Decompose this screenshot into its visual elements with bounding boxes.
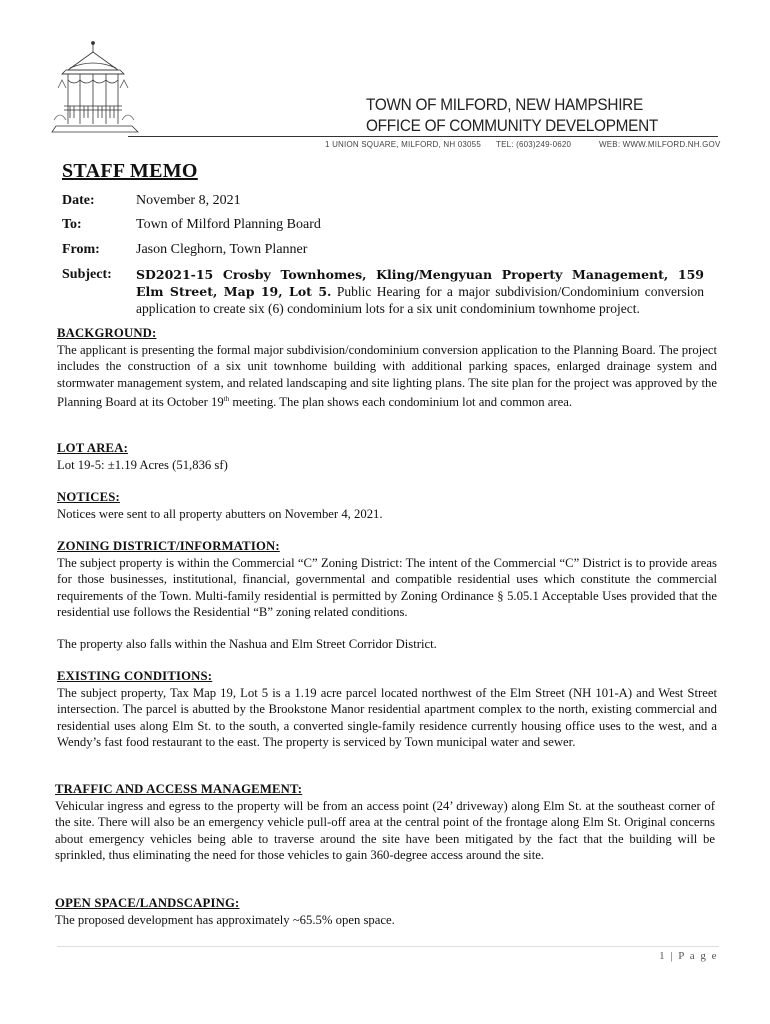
- section-body-secondary: The property also falls within the Nashua and Elm Street Corridor District.: [57, 636, 437, 651]
- gazebo-logo-icon: [48, 40, 148, 140]
- subject-description: Public Hearing for a major subdivision/Condominium conversion application to create six (6) condominium lots for a six unit condominium townhome project.: [136, 284, 704, 316]
- office-address: 1 UNION SQUARE, MILFORD, NH 03055: [325, 140, 481, 149]
- section-body: The subject property is within the Commercial “C” Zoning District: The intent of the Commercial “C” District is to provide areas for those businesses, institutional, financial, governmental and compatible residential uses which constitute the commercial requirements of the Town. Multi-family residential is permitted by Zoning Ordinance § 5.05.1 Acceptable Uses provided that the residential use follows the Residential “B” zoning related conditions.: [57, 555, 717, 620]
- footer-divider: [57, 946, 719, 947]
- section-body: Notices were sent to all property abutters on November 4, 2021.: [57, 506, 383, 521]
- section-notices: [57, 489, 717, 522]
- to-label: To:: [62, 217, 82, 232]
- date-label: Date:: [62, 193, 95, 208]
- background-text-part1: The applicant is presenting the formal major subdivision/condominium conversion application to the Planning Board. The project includes the construction of a six unit townhome building with additional parking spaces, enlarged drainage system and stormwater management system, and related landscaping and site lighting plans. The site plan for the project was approved by the Planning Board at its October 19: [57, 342, 717, 410]
- section-traffic: [55, 781, 715, 864]
- section-title: ZONING DISTRICT/INFORMATION:: [57, 539, 280, 553]
- section-open-space: [55, 895, 715, 928]
- page-number: 1 | P a g e: [659, 950, 718, 962]
- section-lot-area: [57, 440, 717, 473]
- background-text-part2: meeting. The plan shows each condominium lot and common area.: [229, 395, 573, 410]
- header-divider: [128, 136, 718, 137]
- office-website: WEB: WWW.MILFORD.NH.GOV: [599, 140, 721, 149]
- section-body: Lot 19-5: ±1.19 Acres (51,836 sf): [57, 457, 228, 472]
- town-name: TOWN OF MILFORD, NEW HAMPSHIRE: [366, 96, 643, 114]
- section-body: The subject property, Tax Map 19, Lot 5 is a 1.19 acre parcel located northwest of the Elm Street (NH 101-A) and West Street intersection. The parcel is abutted by the Brookstone Manor residential apartment complex to the north, existing commercial and residential uses along Elm St. to the south, a converted single-family residence currently housing office uses to the west, and a Wendy’s fast food restaurant to the east. The property is serviced by Town municipal water and sewer.: [57, 685, 717, 750]
- subject-text: [136, 266, 704, 317]
- subject-label: Subject:: [62, 267, 112, 282]
- ordinal-suffix: th: [223, 395, 230, 404]
- section-title: OPEN SPACE/LANDSCAPING:: [55, 896, 240, 910]
- office-phone: TEL: (603)249-0620: [496, 140, 572, 149]
- date-value: November 8, 2021: [136, 193, 241, 208]
- section-body: Vehicular ingress and egress to the property will be from an access point (24’ driveway) along Elm St. at the southeast corner of the site. There will also be an emergency vehicle pull-off area at the central point of the frontage along Elm St. Original concerns about emergency vehicles being able to traverse around the site have been mitigated by the fact that the building will be sprinkled, thus eliminating the need for those vehicles to gain 360-degree access around the site.: [55, 798, 715, 863]
- section-body: The proposed development has approximately ~65.5% open space.: [55, 912, 395, 927]
- section-title: LOT AREA:: [57, 441, 129, 455]
- section-title: BACKGROUND:: [57, 326, 157, 340]
- to-value: Town of Milford Planning Board: [136, 217, 321, 232]
- office-name: OFFICE OF COMMUNITY DEVELOPMENT: [366, 117, 659, 135]
- section-title: EXISTING CONDITIONS:: [57, 669, 213, 683]
- section-body: [57, 342, 717, 412]
- section-title: TRAFFIC AND ACCESS MANAGEMENT:: [55, 782, 303, 796]
- section-zoning: [57, 538, 717, 653]
- subject-title: SD2021-15 Crosby Townhomes, Kling/Mengyuan Property Management, 159 Elm Street, Map 19, Lot 5.: [136, 267, 704, 299]
- memo-title: STAFF MEMO: [62, 160, 198, 182]
- section-existing-conditions: [57, 668, 717, 751]
- from-value: Jason Cleghorn, Town Planner: [136, 242, 308, 257]
- section-background: [57, 325, 717, 411]
- from-label: From:: [62, 242, 100, 257]
- section-title: NOTICES:: [57, 490, 120, 504]
